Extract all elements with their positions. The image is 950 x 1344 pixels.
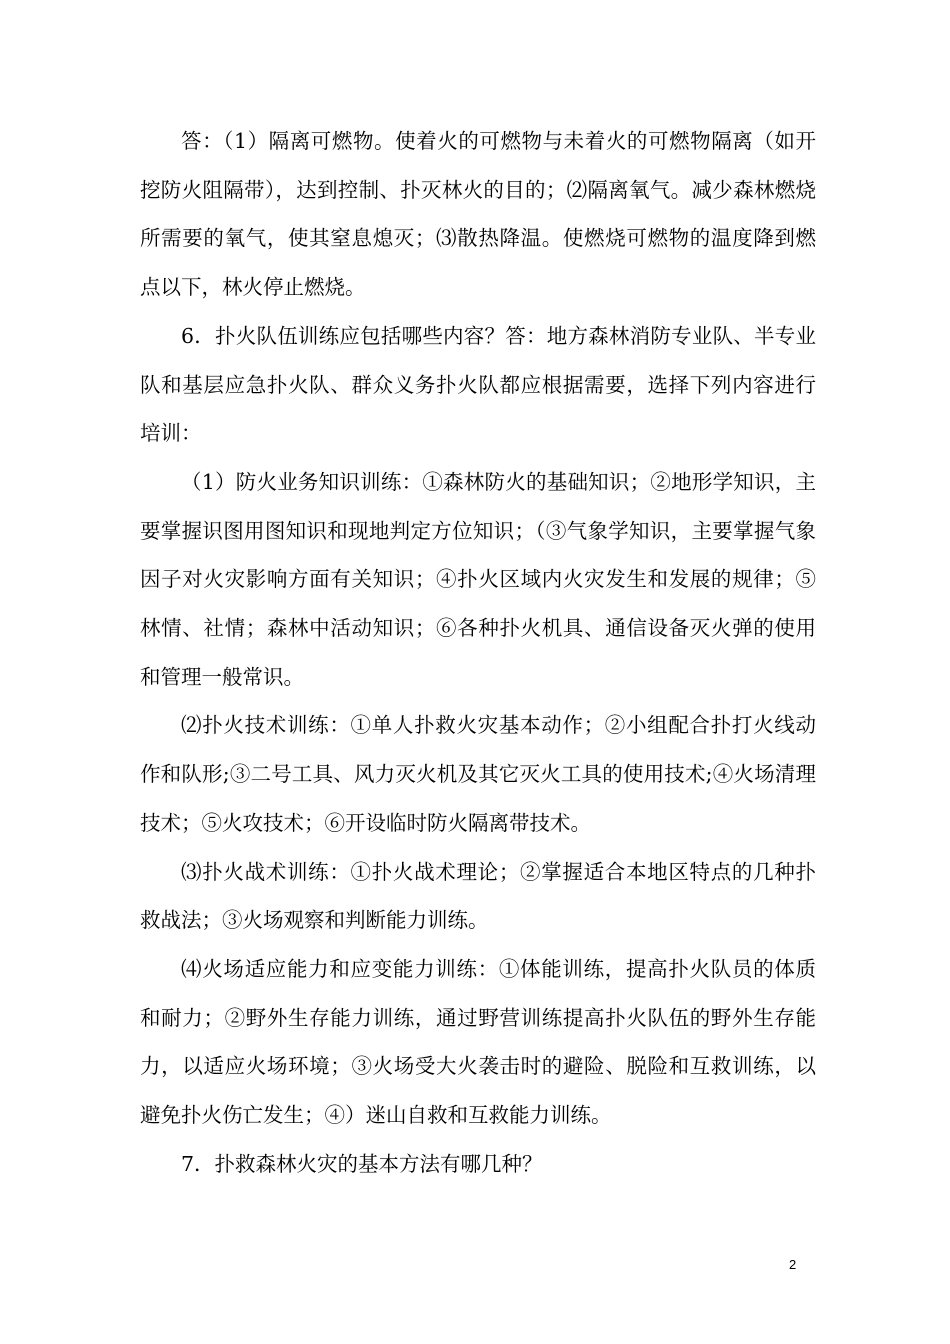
- body-text: [140, 117, 816, 1188]
- paragraph-training-knowledge: （1）防火业务知识训练：①森林防火的基础知识；②地形学知识，主要掌握识图用图知识和现地判定方位知识；（③气象学知识，主要掌握气象因子对火灾影响方面有关知识；④扑火区域内火灾发生和发展的规律；⑤林情、社情；森林中活动知识；⑥各种扑火机具、通信设备灭火弹的使用和管理一般常识。: [140, 469, 816, 689]
- paragraph-training-tactics: ⑶扑火战术训练：①扑火战术理论；②掌握适合本地区特点的几种扑救战法；③火场观察和判断能力训练。: [140, 859, 816, 933]
- paragraph-training-technique: ⑵扑火技术训练：①单人扑救火灾基本动作；②小组配合扑打火线动作和队形;③二号工具、风力灭火机及其它灭火工具的使用技术;④火场清理技术；⑤火攻技术；⑥开设临时防火隔离带技术。: [140, 713, 816, 835]
- paragraph-training-adaptability: ⑷火场适应能力和应变能力训练：①体能训练，提高扑火队员的体质和耐力；②野外生存能力训练，通过野营训练提高扑火队伍的野外生存能力，以适应火场环境；③火场受大火袭击时的避险、脱险和互救训练，以避免扑火伤亡发生；④）迷山自救和互救能力训练。: [140, 956, 816, 1128]
- paragraph-question-6: 6．扑火队伍训练应包括哪些内容？答：地方森林消防专业队、半专业队和基层应急扑火队、群众义务扑火队都应根据需要，选择下列内容进行培训：: [140, 323, 816, 446]
- paragraph-answer-5: 答：（1）隔离可燃物。使着火的可燃物与未着火的可燃物隔离（如开挖防火阻隔带），达到控制、扑灭林火的目的；⑵隔离氧气。减少森林燃烧所需要的氧气，使其窒息熄灭；⑶散热降温。使燃烧可燃物的温度降到燃点以下，林火停止燃烧。: [140, 129, 816, 300]
- paragraph-question-7: 7．扑救森林火灾的基本方法有哪几种？: [181, 1151, 543, 1176]
- page-number: 2: [789, 1257, 797, 1272]
